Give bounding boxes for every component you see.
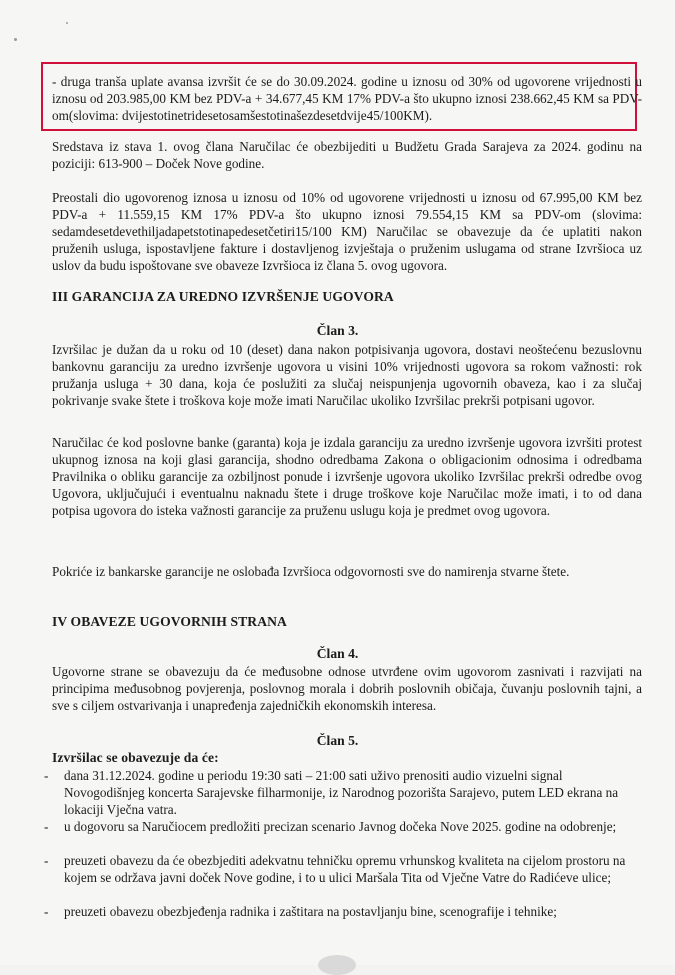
list-item-text: u dogovoru sa Naručiocem predložiti precizan scenario Javnog dočeka Nove 2025. godine na odobrenje; xyxy=(64,819,617,834)
paragraph-clan3-pokrice: Pokriće iz bankarske garancije ne oslobađa Izvršioca odgovornosti sve do namirenja stvarne štete. xyxy=(52,564,570,579)
paragraph-druga-transa: - druga tranša uplate avansa izvršit će se do 30.09.2024. godine u iznosu od 30% od ugovorene vrijednosti u iznosu od 203.985,00 KM bez PDV-a + 34.677,45 KM 17% PDV-a što ukupno iznosi 238.662,45 KM sa PDV-om(slovima: dvijestotinetridesetosamšestotinašezdesetdvije45/100KM). xyxy=(52,74,642,123)
list-item-text: dana 31.12.2024. godine u periodu 19:30 sati – 21:00 sati uživo prenositi audio vizuelni signal Novogodišnjeg koncerta Sarajevske filharmonije, iz Narodnog pozorišta Sarajevo, putem LED ekrana na lokaciji Vječna vatra. xyxy=(64,768,619,817)
paragraph-sredstva: Sredstava iz stava 1. ovog člana Naručilac će obezbijediti u Budžetu Grada Sarajeva za 2024. godinu na poziciji: 613-900 – Doček Nove godine. xyxy=(52,139,642,171)
list-dash: - xyxy=(44,853,49,868)
list-dash: - xyxy=(44,819,49,834)
list-item-text: preuzeti obavezu da će obezbjediti adekvatnu tehničku opremu vrhunskog kvaliteta na cijelom prostoru na kojem se održava javni doček Nove godine, i to u ulici Maršala Tita od Vječne Vatre do Radićeve ulice; xyxy=(64,853,626,885)
list-item xyxy=(44,767,644,818)
article-title-clan4: Član 4. xyxy=(316,646,359,661)
list-dash: - xyxy=(44,904,49,919)
article-title-clan5: Član 5. xyxy=(316,733,359,748)
paragraph-clan3-protest: Naručilac će kod poslovne banke (garanta) koja je izdala garanciju za uredno izvršenje ugovora izvršiti protest ukupnog iznosa na koji glasi garancija, shodno odredbama Zakona o obligacionim odnosima i odredbama Pravilnika o obliku garancije za ozbiljnost ponude i izvršenje ugovora ukoliko Izvršilac prekrši odredbe ovog Ugovora, uključujući i eventualnu naknadu štete i druge troškove koje Naručilac može imati, i to od dana potpisa ugovora do isteka važnosti garancije za pruženu uslugu koja je predmet ovog ugovora. xyxy=(52,435,642,518)
page-scroll-indicator[interactable] xyxy=(318,955,356,975)
list-item xyxy=(44,852,644,886)
list-dash: - xyxy=(44,768,49,783)
list-item-text: preuzeti obavezu obezbjeđenja radnika i zaštitara na postavljanju bine, scenografije i tehnike; xyxy=(64,904,557,919)
clan5-intro: Izvršilac se obavezuje da će: xyxy=(52,750,219,765)
scan-speck xyxy=(14,38,17,41)
paragraph-preostali: Preostali dio ugovorenog iznosa u iznosu od 10% od ugovorene vrijednosti u iznosu od 67.995,00 KM bez PDV-a + 11.559,15 KM 17% PDV-a što ukupno iznosi 79.554,15 KM sa PDV-om (slovima: sedamdesetdevethiljadapetstotinapedesetčetiri15/100 KM) Naručilac se obavezuje da će uplatiti nakon pruženih usluga, ispostavljene fakture i dostavljenog izvještaja o pruženim uslugama od strane Izvršioca uz uslov da budu ispoštovane sve obaveze Izvršioca iz člana 5. ovog ugovora. xyxy=(52,190,642,273)
paragraph-clan4: Ugovorne strane se obavezuju da će međusobne odnose utvrđene ovim ugovorom zasnivati i razvijati na principima međusobnog povjerenja, poslovnog morala i dobrih poslovnih običaja, čuvanju poslovnih tajni, a sve s ciljem ostvarivanja i unapređenja zajedničkih ekonomskih interesa. xyxy=(52,664,642,713)
section-heading-obaveze: IV OBAVEZE UGOVORNIH STRANA xyxy=(52,614,287,629)
paragraph-clan3-garancija: Izvršilac je dužan da u roku od 10 (deset) dana nakon potpisivanja ugovora, dostavi neoštećenu bezuslovnu bankovnu garanciju za uredno izvršenje ugovora u visini 10% vrijednosti ugovora sa rokom važnosti: rok pružanja usluga + 30 dana, koja će poslužiti za slučaj neispunjenja ugovornih obaveza, kao i za slučaj pokrivanje svake štete i troškova koje može imati Naručilac ukoliko Izvršilac prekrši potpisani ugovor. xyxy=(52,342,642,408)
scan-speck xyxy=(66,22,68,24)
list-item xyxy=(44,903,644,920)
article-title-clan3: Član 3. xyxy=(316,323,359,338)
list-item xyxy=(44,818,644,835)
section-heading-garancija: III GARANCIJA ZA UREDNO IZVRŠENJE UGOVORA xyxy=(52,289,394,304)
